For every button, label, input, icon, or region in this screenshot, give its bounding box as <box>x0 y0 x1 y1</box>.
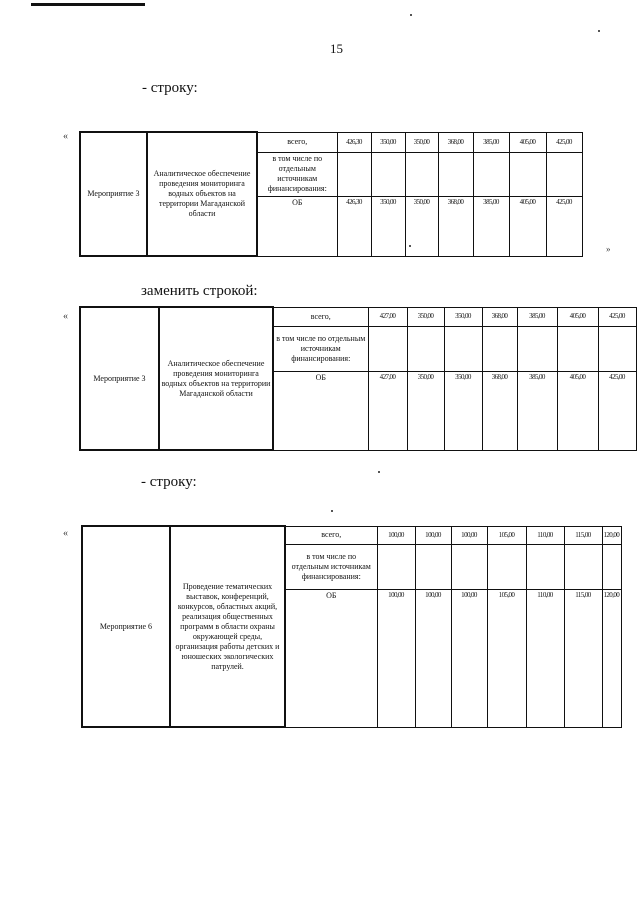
value-cell: 385,00 <box>473 132 509 152</box>
empty-cell <box>517 326 557 371</box>
event-description-cell: Аналитическое обеспечение проведения мониторинга водных объектов на территории Магаданской области <box>147 132 257 256</box>
row-label-ob: ОБ <box>273 371 368 450</box>
empty-cell <box>598 326 636 371</box>
value-cell: 405,00 <box>509 132 546 152</box>
empty-cell <box>482 326 517 371</box>
value-cell: 385,00 <box>517 307 557 326</box>
empty-cell <box>405 152 438 196</box>
value-cell: 350,00 <box>405 132 438 152</box>
empty-cell <box>557 326 598 371</box>
empty-cell <box>368 326 407 371</box>
section-1-open-quote: « <box>63 131 68 142</box>
value-cell: 100,00 <box>451 589 487 727</box>
section-3-table <box>81 525 622 728</box>
empty-cell <box>526 544 564 589</box>
value-cell: 350,00 <box>444 307 482 326</box>
value-cell: 405,00 <box>557 371 598 450</box>
event-name-cell: Мероприятие 3 <box>80 307 159 450</box>
empty-cell <box>371 152 405 196</box>
row-label-sources: в том числе по отдельным источникам финансирования: <box>257 152 337 196</box>
section-1-close-mark: » <box>606 244 611 254</box>
value-cell: 427,00 <box>368 371 407 450</box>
value-cell: 120,00 <box>602 526 621 544</box>
event-name-cell: Мероприятие 3 <box>80 132 147 256</box>
empty-cell <box>444 326 482 371</box>
value-cell: 100,00 <box>415 589 451 727</box>
value-cell: 105,00 <box>487 589 526 727</box>
row-label-total: всего, <box>273 307 368 326</box>
event-description-cell: Проведение тематических выставок, конференций, конкурсов, областных акций, реализация общественных программ в области охраны окружающей среды, организация работы детских и юношеских экологических патрулей. <box>170 526 285 727</box>
empty-cell <box>451 544 487 589</box>
value-cell: 120,00 <box>602 589 621 727</box>
empty-cell <box>602 544 621 589</box>
value-cell: 100,00 <box>415 526 451 544</box>
value-cell: 368,00 <box>482 371 517 450</box>
value-cell: 110,00 <box>526 526 564 544</box>
value-cell: 105,00 <box>487 526 526 544</box>
value-cell: 425,00 <box>598 371 636 450</box>
value-cell: 385,00 <box>517 371 557 450</box>
empty-cell <box>438 152 473 196</box>
value-cell: 368,00 <box>482 307 517 326</box>
value-cell: 350,00 <box>371 132 405 152</box>
empty-cell <box>487 544 526 589</box>
value-cell: 350,00 <box>405 196 438 256</box>
empty-cell <box>564 544 602 589</box>
value-cell: 405,00 <box>557 307 598 326</box>
empty-cell <box>337 152 371 196</box>
section-2-heading: заменить строкой: <box>141 283 258 299</box>
value-cell: 350,00 <box>407 371 444 450</box>
empty-cell <box>473 152 509 196</box>
section-3-open-quote: « <box>63 528 68 539</box>
value-cell: 405,00 <box>509 196 546 256</box>
section-1-table <box>79 131 583 257</box>
value-cell: 385,00 <box>473 196 509 256</box>
empty-cell <box>407 326 444 371</box>
row-label-total: всего, <box>257 132 337 152</box>
row-label-sources: в том числе по отдельным источникам финансирования: <box>273 326 368 371</box>
empty-cell <box>509 152 546 196</box>
row-label-ob: ОБ <box>257 196 337 256</box>
section-2-table <box>79 306 637 451</box>
value-cell: 427,00 <box>368 307 407 326</box>
section-1-heading: - строку: <box>142 80 198 96</box>
value-cell: 350,00 <box>444 371 482 450</box>
value-cell: 368,00 <box>438 196 473 256</box>
value-cell: 425,00 <box>598 307 636 326</box>
value-cell: 425,00 <box>546 196 582 256</box>
value-cell: 115,00 <box>564 589 602 727</box>
value-cell: 426,30 <box>337 132 371 152</box>
scan-top-rule <box>31 3 145 6</box>
section-2-open-quote: « <box>63 311 68 322</box>
empty-cell <box>546 152 582 196</box>
value-cell: 100,00 <box>377 589 415 727</box>
value-cell: 115,00 <box>564 526 602 544</box>
value-cell: 368,00 <box>438 132 473 152</box>
value-cell: 100,00 <box>377 526 415 544</box>
value-cell: 350,00 <box>407 307 444 326</box>
row-label-ob: ОБ <box>285 589 377 727</box>
value-cell: 425,00 <box>546 132 582 152</box>
value-cell: 426,30 <box>337 196 371 256</box>
value-cell: 100,00 <box>451 526 487 544</box>
empty-cell <box>415 544 451 589</box>
empty-cell <box>377 544 415 589</box>
event-description-cell: Аналитическое обеспечение проведения мониторинга водных объектов на территории Магаданской области <box>159 307 273 450</box>
value-cell: 110,00 <box>526 589 564 727</box>
page-number: 15 <box>330 41 343 56</box>
row-label-sources: в том числе по отдельным источникам финансирования: <box>285 544 377 589</box>
value-cell: 350,00 <box>371 196 405 256</box>
section-3-heading: - строку: <box>141 474 197 490</box>
event-name-cell: Мероприятие 6 <box>82 526 170 727</box>
row-label-total: всего, <box>285 526 377 544</box>
